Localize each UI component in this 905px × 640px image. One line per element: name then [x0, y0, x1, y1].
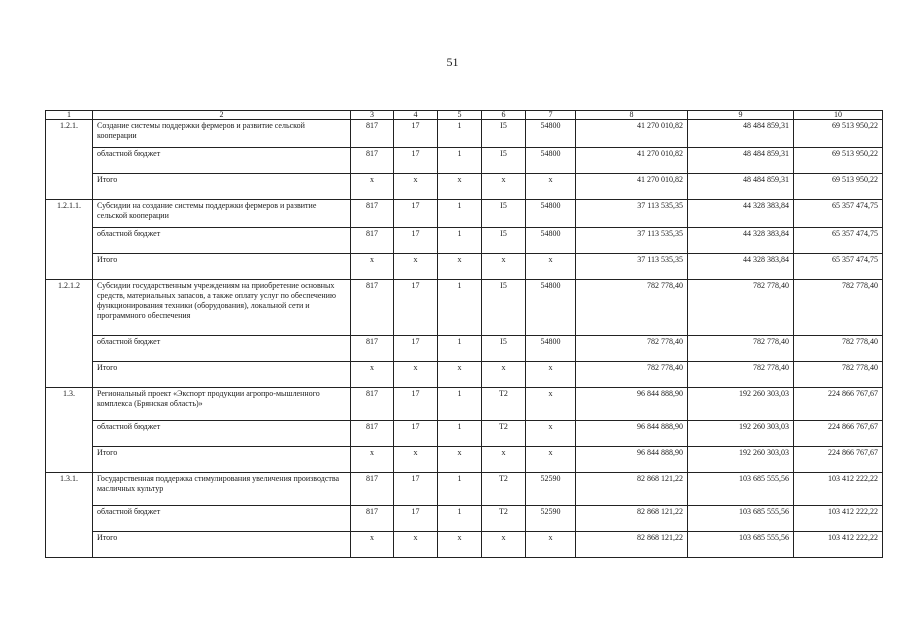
amount-cell: 69 513 950,22 — [794, 147, 883, 173]
code-cell: 54800 — [526, 120, 576, 148]
total-row — [46, 361, 883, 388]
amount-cell: 782 778,40 — [576, 280, 688, 336]
budget-row — [46, 227, 883, 253]
amount-cell: 37 113 535,35 — [576, 253, 688, 280]
code-cell: 1 — [438, 335, 482, 361]
amount-cell: 224 866 767,67 — [794, 446, 883, 473]
code-cell: х — [351, 446, 394, 473]
code-cell: 817 — [351, 200, 394, 228]
code-cell: 1 — [438, 227, 482, 253]
code-cell: 1 — [438, 147, 482, 173]
amount-cell: 48 484 859,31 — [688, 173, 794, 200]
code-cell: х — [438, 173, 482, 200]
code-cell: х — [351, 253, 394, 280]
code-cell: 817 — [351, 388, 394, 421]
code-cell: х — [526, 420, 576, 446]
item-name: Региональный проект «Экспорт продукции агропро-мышленного комплекса (Брянская область)» — [93, 388, 351, 421]
header-cell: 1 — [46, 111, 93, 120]
item-name: областной бюджет — [93, 420, 351, 446]
budget-row — [46, 147, 883, 173]
row-index-empty — [46, 420, 93, 446]
item-name: Итого — [93, 361, 351, 388]
amount-cell: 82 868 121,22 — [576, 531, 688, 558]
header-cell: 3 — [351, 111, 394, 120]
budget-row — [46, 420, 883, 446]
item-name: Субсидии государственным учреждениям на приобретение основных средств, материальных запасов, а также оплату услуг по обеспечению функционирования техники (оборудования), локальной сети и программного обеспечения — [93, 280, 351, 336]
code-cell: 817 — [351, 473, 394, 506]
amount-cell: 65 357 474,75 — [794, 227, 883, 253]
code-cell: 817 — [351, 280, 394, 336]
amount-cell: 782 778,40 — [794, 335, 883, 361]
amount-cell: 103 685 555,56 — [688, 505, 794, 531]
amount-cell: 782 778,40 — [688, 280, 794, 336]
code-cell: 17 — [394, 227, 438, 253]
section-row — [46, 120, 883, 148]
code-cell: 1 — [438, 420, 482, 446]
code-cell: 1 — [438, 120, 482, 148]
code-cell: I5 — [482, 335, 526, 361]
amount-cell: 192 260 303,03 — [688, 388, 794, 421]
item-name: областной бюджет — [93, 335, 351, 361]
item-name: областной бюджет — [93, 227, 351, 253]
amount-cell: 192 260 303,03 — [688, 420, 794, 446]
amount-cell: 782 778,40 — [688, 335, 794, 361]
item-name: Итого — [93, 446, 351, 473]
item-name: областной бюджет — [93, 147, 351, 173]
code-cell: х — [526, 531, 576, 558]
total-row — [46, 446, 883, 473]
code-cell: х — [438, 531, 482, 558]
row-index: 1.2.1.1. — [46, 200, 93, 228]
code-cell: х — [438, 361, 482, 388]
code-cell: 1 — [438, 505, 482, 531]
total-row — [46, 253, 883, 280]
amount-cell: 48 484 859,31 — [688, 120, 794, 148]
amount-cell: 96 844 888,90 — [576, 420, 688, 446]
page-number: 51 — [446, 55, 459, 69]
header-cell: 8 — [576, 111, 688, 120]
code-cell: 54800 — [526, 280, 576, 336]
code-cell: T2 — [482, 388, 526, 421]
budget-table — [45, 110, 883, 558]
section-row — [46, 473, 883, 506]
row-index-empty — [46, 173, 93, 200]
budget-row — [46, 335, 883, 361]
item-name: Создание системы поддержки фермеров и развитие сельской кооперации — [93, 120, 351, 148]
amount-cell: 103 412 222,22 — [794, 531, 883, 558]
row-index-empty — [46, 531, 93, 558]
amount-cell: 224 866 767,67 — [794, 388, 883, 421]
code-cell: 17 — [394, 280, 438, 336]
code-cell: 17 — [394, 147, 438, 173]
row-index: 1.2.1.2 — [46, 280, 93, 336]
code-cell: 17 — [394, 420, 438, 446]
section-row — [46, 388, 883, 421]
code-cell: х — [482, 446, 526, 473]
code-cell: 17 — [394, 388, 438, 421]
amount-cell: 782 778,40 — [688, 361, 794, 388]
code-cell: T2 — [482, 420, 526, 446]
amount-cell: 782 778,40 — [576, 335, 688, 361]
amount-cell: 782 778,40 — [794, 361, 883, 388]
row-index: 1.3.1. — [46, 473, 93, 506]
code-cell: х — [482, 173, 526, 200]
header-cell: 6 — [482, 111, 526, 120]
code-cell: 817 — [351, 335, 394, 361]
header-row — [46, 111, 883, 120]
code-cell: х — [526, 446, 576, 473]
code-cell: х — [351, 531, 394, 558]
code-cell: х — [482, 361, 526, 388]
code-cell: 17 — [394, 200, 438, 228]
amount-cell: 192 260 303,03 — [688, 446, 794, 473]
code-cell: 17 — [394, 120, 438, 148]
code-cell: I5 — [482, 120, 526, 148]
item-name: Субсидии на создание системы поддержки фермеров и развитие сельской кооперации — [93, 200, 351, 228]
amount-cell: 96 844 888,90 — [576, 388, 688, 421]
row-index-empty — [46, 147, 93, 173]
row-index-empty — [46, 505, 93, 531]
amount-cell: 37 113 535,35 — [576, 227, 688, 253]
code-cell: х — [394, 531, 438, 558]
amount-cell: 48 484 859,31 — [688, 147, 794, 173]
code-cell: T2 — [482, 473, 526, 506]
code-cell: х — [351, 173, 394, 200]
code-cell: I5 — [482, 227, 526, 253]
code-cell: 52590 — [526, 473, 576, 506]
row-index-empty — [46, 446, 93, 473]
code-cell: T2 — [482, 505, 526, 531]
amount-cell: 782 778,40 — [576, 361, 688, 388]
code-cell: 817 — [351, 505, 394, 531]
amount-cell: 44 328 383,84 — [688, 227, 794, 253]
header-cell: 4 — [394, 111, 438, 120]
code-cell: 1 — [438, 388, 482, 421]
total-row — [46, 531, 883, 558]
code-cell: х — [482, 531, 526, 558]
section-row — [46, 200, 883, 228]
amount-cell: 37 113 535,35 — [576, 200, 688, 228]
amount-cell: 41 270 010,82 — [576, 173, 688, 200]
code-cell: х — [351, 361, 394, 388]
amount-cell: 224 866 767,67 — [794, 420, 883, 446]
code-cell: х — [526, 253, 576, 280]
code-cell: 17 — [394, 473, 438, 506]
row-index-empty — [46, 253, 93, 280]
code-cell: I5 — [482, 280, 526, 336]
item-name: Государственная поддержка стимулирования увеличения производства масличных культур — [93, 473, 351, 506]
code-cell: х — [526, 361, 576, 388]
header-cell: 9 — [688, 111, 794, 120]
code-cell: х — [394, 361, 438, 388]
code-cell: 54800 — [526, 335, 576, 361]
item-name: Итого — [93, 531, 351, 558]
code-cell: 54800 — [526, 227, 576, 253]
amount-cell: 69 513 950,22 — [794, 120, 883, 148]
code-cell: х — [438, 253, 482, 280]
amount-cell: 82 868 121,22 — [576, 473, 688, 506]
section-row — [46, 280, 883, 336]
code-cell: 17 — [394, 505, 438, 531]
code-cell: 1 — [438, 200, 482, 228]
code-cell: I5 — [482, 147, 526, 173]
code-cell: 817 — [351, 420, 394, 446]
amount-cell: 41 270 010,82 — [576, 147, 688, 173]
amount-cell: 41 270 010,82 — [576, 120, 688, 148]
code-cell: х — [394, 253, 438, 280]
code-cell: х — [482, 253, 526, 280]
amount-cell: 82 868 121,22 — [576, 505, 688, 531]
header-cell: 2 — [93, 111, 351, 120]
amount-cell: 103 412 222,22 — [794, 473, 883, 506]
code-cell: 17 — [394, 335, 438, 361]
row-index-empty — [46, 335, 93, 361]
item-name: Итого — [93, 173, 351, 200]
code-cell: х — [394, 446, 438, 473]
amount-cell: 103 685 555,56 — [688, 531, 794, 558]
code-cell: х — [394, 173, 438, 200]
header-cell: 7 — [526, 111, 576, 120]
row-index: 1.3. — [46, 388, 93, 421]
amount-cell: 96 844 888,90 — [576, 446, 688, 473]
item-name: Итого — [93, 253, 351, 280]
code-cell: I5 — [482, 200, 526, 228]
code-cell: 54800 — [526, 147, 576, 173]
header-cell: 5 — [438, 111, 482, 120]
amount-cell: 44 328 383,84 — [688, 200, 794, 228]
code-cell: 54800 — [526, 200, 576, 228]
amount-cell: 65 357 474,75 — [794, 253, 883, 280]
total-row — [46, 173, 883, 200]
code-cell: х — [526, 388, 576, 421]
code-cell: 817 — [351, 227, 394, 253]
header-cell: 10 — [794, 111, 883, 120]
code-cell: 817 — [351, 147, 394, 173]
code-cell: 1 — [438, 280, 482, 336]
budget-row — [46, 505, 883, 531]
code-cell: х — [438, 446, 482, 473]
row-index-empty — [46, 361, 93, 388]
amount-cell: 103 685 555,56 — [688, 473, 794, 506]
amount-cell: 103 412 222,22 — [794, 505, 883, 531]
row-index-empty — [46, 227, 93, 253]
item-name: областной бюджет — [93, 505, 351, 531]
amount-cell: 44 328 383,84 — [688, 253, 794, 280]
amount-cell: 782 778,40 — [794, 280, 883, 336]
code-cell: 817 — [351, 120, 394, 148]
code-cell: 52590 — [526, 505, 576, 531]
code-cell: 1 — [438, 473, 482, 506]
row-index: 1.2.1. — [46, 120, 93, 148]
amount-cell: 65 357 474,75 — [794, 200, 883, 228]
code-cell: х — [526, 173, 576, 200]
amount-cell: 69 513 950,22 — [794, 173, 883, 200]
